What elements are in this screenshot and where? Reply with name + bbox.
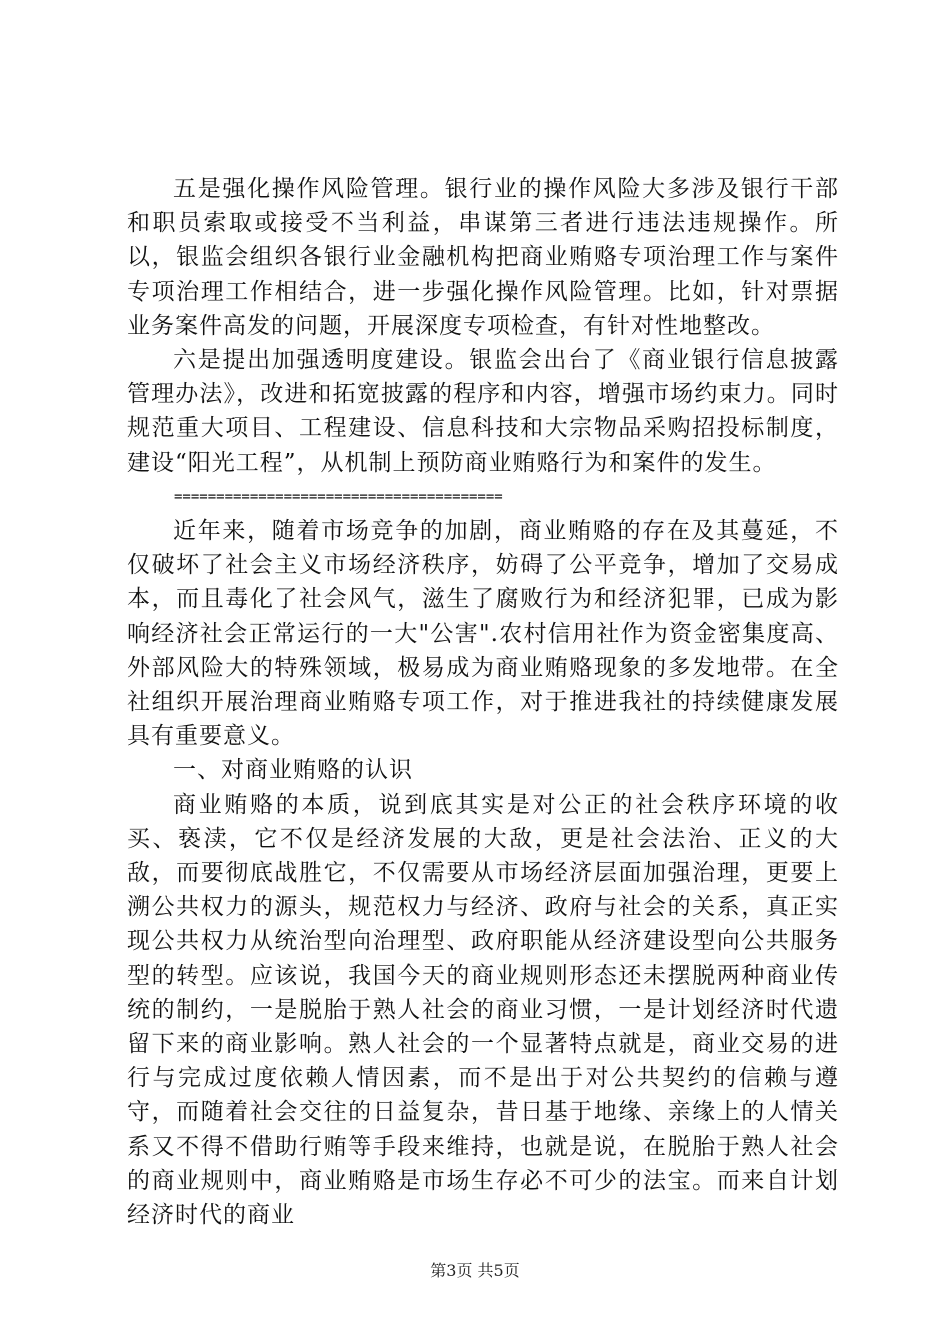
page-footer: 第3页 共5页 [430, 1261, 520, 1280]
section-heading: 一、对商业贿赂的认识 [173, 757, 413, 784]
document-body [127, 172, 839, 1232]
separator-line: ======================================= [174, 488, 503, 505]
paragraph-essence: 商业贿赂的本质，说到底其实是对公正的社会秩序环境的收买、亵渎，它不仅是经济发展的大敌，更是社会法治、正义的大敌，而要彻底战胜它，不仅需要从市场经济层面加强治理，更要上溯公共权力的源头，规范权力与经济、政府与社会的关系，真正实现公共权力从统治型向治理型、政府职能从经济建设型向公共服务型的转型。应该说，我国今天的商业规则形态还未摆脱两种商业传统的制约，一是脱胎于熟人社会的商业习惯，一是计划经济时代遗留下来的商业影响。熟人社会的一个显著特点就是，商业交易的进行与完成过度依赖人情因素，而不是出于对公共契约的信赖与遵守，而随着社会交往的日益复杂，昔日基于地缘、亲缘上的人情关系又不得不借助行贿等手段来维持，也就是说，在脱胎于熟人社会的商业规则中，商业贿赂是市场生存必不可少的法宝。而来自计划经济时代的商业 [127, 791, 839, 1229]
paragraph-transparency: 六是提出加强透明度建设。银监会出台了《商业银行信息披露管理办法》，改进和拓宽披露的程序和内容，增强市场约束力。同时规范重大项目、工程建设、信息科技和大宗物品采购招投标制度，建设“阳光工程”，从机制上预防商业贿赂行为和案件的发生。 [127, 347, 839, 476]
paragraph-introduction: 近年来，随着市场竞争的加剧，商业贿赂的存在及其蔓延，不仅破坏了社会主义市场经济秩序，妨碍了公平竞争，增加了交易成本，而且毒化了社会风气，滋生了腐败行为和经济犯罪，已成为影响经济社会正常运行的一大"公害".农村信用社作为资金密集度高、外部风险大的特殊领域，极易成为商业贿赂现象的多发地带。在全社组织开展治理商业贿赂专项工作，对于推进我社的持续健康发展具有重要意义。 [127, 518, 839, 750]
paragraph-operational-risk: 五是强化操作风险管理。银行业的操作风险大多涉及银行干部和职员索取或接受不当利益，串谋第三者进行违法违规操作。所以，银监会组织各银行业金融机构把商业贿赂专项治理工作与案件专项治理工作相结合，进一步强化操作风险管理。比如，针对票据业务案件高发的问题，开展深度专项检查，有针对性地整改。 [127, 176, 839, 339]
